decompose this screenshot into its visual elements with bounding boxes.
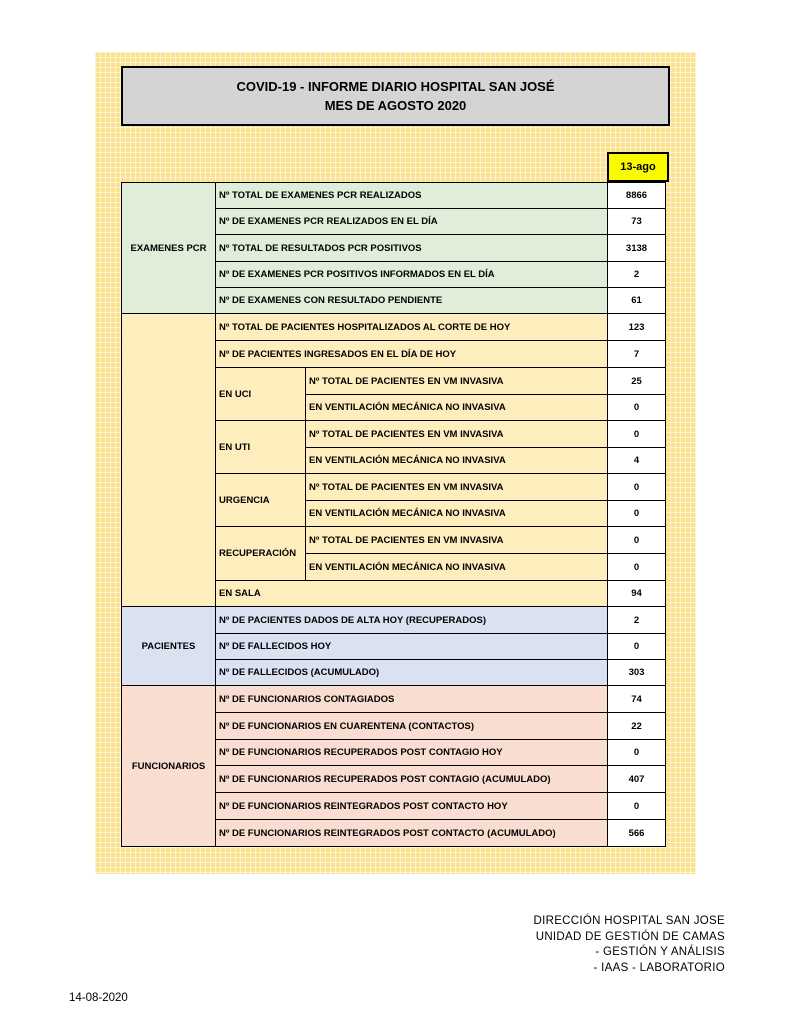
row-value: 0 [607,792,666,820]
print-date: 14-08-2020 [69,992,128,1004]
row-value: 123 [607,313,666,341]
row-value: 0 [607,500,666,527]
category-funcionarios: FUNCIONARIOS [121,685,216,847]
row-value: 0 [607,553,666,581]
title-line-2: MES DE AGOSTO 2020 [324,98,467,113]
row-value: 2 [607,606,666,634]
row-label: EN VENTILACIÓN MECÁNICA NO INVASIVA [305,500,608,527]
row-value: 0 [607,473,666,501]
row-value: 7 [607,340,666,368]
row-label: Nº DE EXAMENES CON RESULTADO PENDIENTE [215,287,608,314]
row-value: 61 [607,287,666,314]
row-value: 2 [607,261,666,288]
row-label: Nº DE FUNCIONARIOS EN CUARENTENA (CONTACTOS) [215,712,608,740]
row-value: 22 [607,712,666,740]
row-label: Nº TOTAL DE PACIENTES EN VM INVASIVA [305,473,608,501]
footer-line-3: - GESTIÓN Y ANÁLISIS [595,946,725,958]
row-value: 0 [607,394,666,421]
report-title [121,66,670,126]
row-label: Nº TOTAL DE RESULTADOS PCR POSITIVOS [215,234,608,262]
row-label: Nº DE FUNCIONARIOS CONTAGIADOS [215,685,608,713]
unit-label-uci: EN UCI [215,367,306,421]
category-hospitalizados [121,313,216,607]
row-label: Nº TOTAL DE PACIENTES EN VM INVASIVA [305,367,608,395]
row-label: EN VENTILACIÓN MECÁNICA NO INVASIVA [305,447,608,474]
row-value: 74 [607,685,666,713]
row-value: 0 [607,526,666,554]
row-label: Nº TOTAL DE PACIENTES EN VM INVASIVA [305,420,608,448]
row-label: Nº DE FALLECIDOS HOY [215,633,608,660]
row-label: Nº DE EXAMENES PCR POSITIVOS INFORMADOS EN EL DÍA [215,261,608,288]
row-label: Nº DE PACIENTES INGRESADOS EN EL DÍA DE HOY [215,340,608,368]
row-label: Nº DE FALLECIDOS (ACUMULADO) [215,659,608,686]
row-value: 25 [607,367,666,395]
row-label: Nº DE EXAMENES PCR REALIZADOS EN EL DÍA [215,208,608,235]
row-label: Nº DE FUNCIONARIOS REINTEGRADOS POST CONTACTO (ACUMULADO) [215,819,608,847]
unit-label-urgencia: URGENCIA [215,473,306,527]
row-value: 0 [607,739,666,766]
footer-line-4: - IAAS - LABORATORIO [593,961,725,974]
category-examenes-pcr: EXAMENES PCR [121,182,216,314]
row-label: Nº DE FUNCIONARIOS RECUPERADOS POST CONTAGIO (ACUMULADO) [215,765,608,793]
row-value: 3138 [607,234,666,262]
row-label: Nº TOTAL DE PACIENTES HOSPITALIZADOS AL CORTE DE HOY [215,313,608,341]
row-label: EN VENTILACIÓN MECÁNICA NO INVASIVA [305,553,608,581]
row-value: 73 [607,208,666,235]
title-line-1: COVID-19 - INFORME DIARIO HOSPITAL SAN JOSÉ [236,79,555,94]
row-value: 303 [607,659,666,686]
row-value: 4 [607,447,666,474]
unit-label-recuperacion: RECUPERACIÓN [215,526,306,581]
footer-line-1: DIRECCIÓN HOSPITAL SAN JOSE [533,915,725,927]
row-label: Nº TOTAL DE EXAMENES PCR REALIZADOS [215,182,608,209]
row-value: 0 [607,420,666,448]
row-value: 566 [607,819,666,847]
row-label: EN VENTILACIÓN MECÁNICA NO INVASIVA [305,394,608,421]
row-label: EN SALA [215,580,608,607]
row-value: 407 [607,765,666,793]
footer-signature [534,914,726,976]
unit-label-uti: EN UTI [215,420,306,474]
footer-line-2: UNIDAD DE GESTIÓN DE CAMAS [535,930,725,943]
row-label: Nº DE PACIENTES DADOS DE ALTA HOY (RECUPERADOS) [215,606,608,634]
date-header: 13-ago [607,152,669,182]
row-value: 94 [607,580,666,607]
row-value: 8866 [607,182,666,209]
category-pacientes: PACIENTES [121,606,216,686]
row-label: Nº DE FUNCIONARIOS REINTEGRADOS POST CONTACTO HOY [215,792,608,820]
row-value: 0 [607,633,666,660]
row-label: Nº TOTAL DE PACIENTES EN VM INVASIVA [305,526,608,554]
row-label: Nº DE FUNCIONARIOS RECUPERADOS POST CONTAGIO HOY [215,739,608,766]
